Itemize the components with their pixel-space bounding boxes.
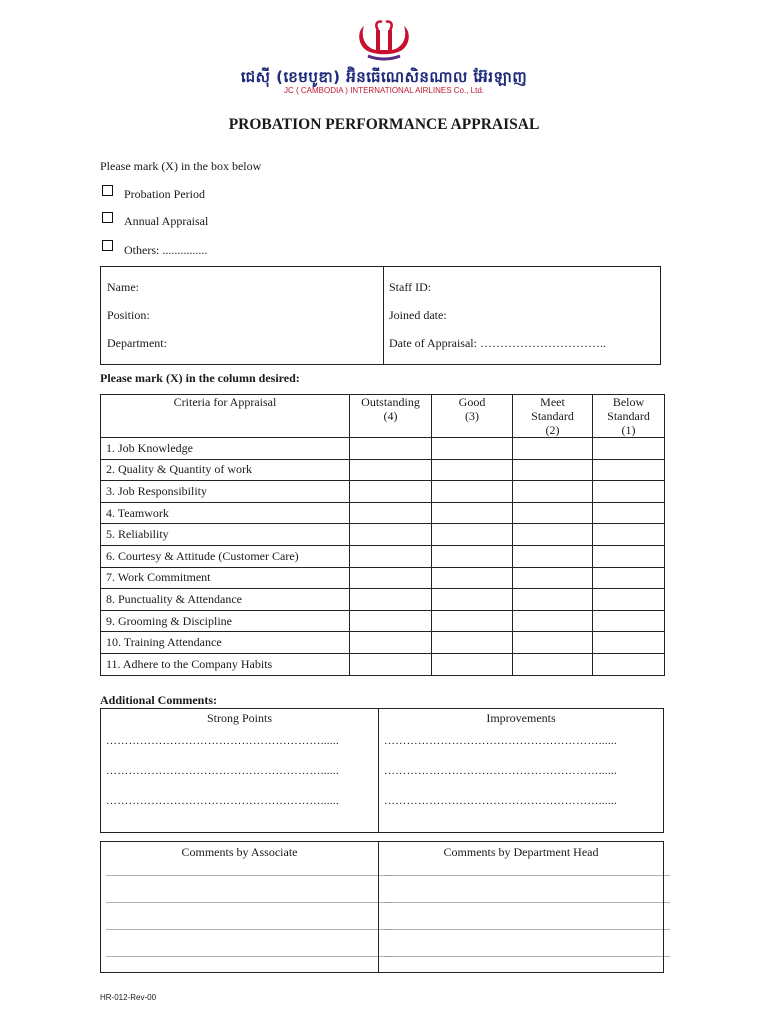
department-head-comment-line: ............................................................................................................................................... xyxy=(384,869,670,878)
criteria-label: 8. Punctuality & Attendance xyxy=(101,589,350,611)
rating-cell-meet[interactable] xyxy=(513,459,593,481)
rating-cell-below[interactable] xyxy=(593,502,665,524)
mark-box-instruction: Please mark (X) in the box below xyxy=(100,159,262,173)
rating-cell-below[interactable] xyxy=(593,524,665,546)
criteria-table xyxy=(100,394,665,676)
rating-cell-good[interactable] xyxy=(432,524,513,546)
company-name-khmer: ជេស៊ី (ខេមបូឌា) អ៊ិនធើណេសិនណាល អ៊ែរឡាញ xyxy=(240,68,528,86)
form-code: HR-012-Rev-00 xyxy=(100,993,157,1002)
rating-cell-outstanding[interactable] xyxy=(350,653,432,675)
date-of-appraisal-field[interactable]: Date of Appraisal: ………………………….. xyxy=(389,336,606,350)
rating-cell-below[interactable] xyxy=(593,567,665,589)
rating-cell-outstanding[interactable] xyxy=(350,632,432,654)
associate-comment-line: ............................................................................................................................................... xyxy=(106,869,392,878)
rating-cell-below[interactable] xyxy=(593,459,665,481)
department-field[interactable]: Department: xyxy=(107,336,167,350)
associate-comment-line: ............................................................................................................................................... xyxy=(106,950,392,959)
rating-cell-meet[interactable] xyxy=(513,545,593,567)
others-checkbox[interactable] xyxy=(102,240,113,251)
table-row xyxy=(101,502,665,524)
rating-cell-meet[interactable] xyxy=(513,438,593,460)
improvements-line: …………………………………………………...... xyxy=(384,735,617,747)
rating-cell-outstanding[interactable] xyxy=(350,481,432,503)
rating-cell-good[interactable] xyxy=(432,438,513,460)
associate-comment-line: ............................................................................................................................................... xyxy=(106,896,392,905)
rating-cell-outstanding[interactable] xyxy=(350,545,432,567)
rating-cell-outstanding[interactable] xyxy=(350,502,432,524)
strong-points-line: …………………………………………………...... xyxy=(106,735,339,747)
position-field[interactable]: Position: xyxy=(107,308,150,322)
page-title: PROBATION PERFORMANCE APPRAISAL xyxy=(228,116,540,133)
rating-cell-below[interactable] xyxy=(593,589,665,611)
strong-points-line: …………………………………………………...... xyxy=(106,765,339,777)
rating-cell-below[interactable] xyxy=(593,545,665,567)
rating-cell-meet[interactable] xyxy=(513,502,593,524)
rating-cell-below[interactable] xyxy=(593,438,665,460)
table-row xyxy=(101,567,665,589)
improvements-line: …………………………………………………...... xyxy=(384,795,617,807)
department-head-comment-line: ............................................................................................................................................... xyxy=(384,896,670,905)
header-meet-standard: Meet Standard (2) xyxy=(513,395,593,438)
header-good: Good (3) xyxy=(432,395,513,438)
rating-cell-outstanding[interactable] xyxy=(350,438,432,460)
rating-cell-below[interactable] xyxy=(593,632,665,654)
rating-cell-good[interactable] xyxy=(432,610,513,632)
rating-cell-outstanding[interactable] xyxy=(350,589,432,611)
others-label: Others: ............... xyxy=(124,243,208,257)
rating-cell-below[interactable] xyxy=(593,610,665,632)
rating-cell-meet[interactable] xyxy=(513,632,593,654)
rating-cell-good[interactable] xyxy=(432,502,513,524)
rating-cell-good[interactable] xyxy=(432,632,513,654)
mark-column-instruction: Please mark (X) in the column desired: xyxy=(100,371,300,385)
staff-id-field[interactable]: Staff ID: xyxy=(389,280,432,294)
rating-cell-meet[interactable] xyxy=(513,524,593,546)
rating-cell-below[interactable] xyxy=(593,481,665,503)
rating-cell-meet[interactable] xyxy=(513,481,593,503)
rating-cell-good[interactable] xyxy=(432,459,513,481)
criteria-label: 5. Reliability xyxy=(101,524,350,546)
rating-cell-outstanding[interactable] xyxy=(350,567,432,589)
criteria-label: 10. Training Attendance xyxy=(101,632,350,654)
criteria-label: 7. Work Commitment xyxy=(101,567,350,589)
table-row xyxy=(101,610,665,632)
header-outstanding: Outstanding (4) xyxy=(350,395,432,438)
rating-cell-good[interactable] xyxy=(432,545,513,567)
department-head-comments-heading: Comments by Department Head xyxy=(443,845,599,859)
table-header-row xyxy=(101,395,665,438)
associate-comments-heading: Comments by Associate xyxy=(181,845,298,859)
associate-comment-line: ............................................................................................................................................... xyxy=(106,923,392,932)
probation-period-checkbox[interactable] xyxy=(102,185,113,196)
airline-logo xyxy=(354,18,414,60)
table-row xyxy=(101,632,665,654)
probation-period-label: Probation Period xyxy=(124,187,205,201)
rating-cell-meet[interactable] xyxy=(513,567,593,589)
rating-cell-good[interactable] xyxy=(432,589,513,611)
criteria-label: 1. Job Knowledge xyxy=(101,438,350,460)
header-criteria: Criteria for Appraisal xyxy=(101,395,350,438)
header-below-standard: Below Standard (1) xyxy=(593,395,665,438)
table-row xyxy=(101,438,665,460)
table-row xyxy=(101,653,665,675)
criteria-label: 2. Quality & Quantity of work xyxy=(101,459,350,481)
rating-cell-outstanding[interactable] xyxy=(350,459,432,481)
department-head-comment-line: ............................................................................................................................................... xyxy=(384,950,670,959)
rating-cell-outstanding[interactable] xyxy=(350,610,432,632)
improvements-heading: Improvements xyxy=(486,711,556,725)
company-name-english: JC ( CAMBODIA ) INTERNATIONAL AIRLINES Co., Ltd. xyxy=(283,86,485,95)
strong-points-line: …………………………………………………...... xyxy=(106,795,339,807)
table-row xyxy=(101,524,665,546)
rating-cell-good[interactable] xyxy=(432,567,513,589)
improvements-line: …………………………………………………...... xyxy=(384,765,617,777)
department-head-comment-line: ............................................................................................................................................... xyxy=(384,923,670,932)
joined-date-field[interactable]: Joined date: xyxy=(389,308,447,322)
annual-appraisal-label: Annual Appraisal xyxy=(124,214,209,228)
criteria-label: 3. Job Responsibility xyxy=(101,481,350,503)
additional-comments-label: Additional Comments: xyxy=(100,693,218,707)
criteria-label: 6. Courtesy & Attitude (Customer Care) xyxy=(101,545,350,567)
rating-cell-good[interactable] xyxy=(432,653,513,675)
criteria-label: 4. Teamwork xyxy=(101,502,350,524)
info-divider xyxy=(383,266,384,365)
strong-points-heading: Strong Points xyxy=(206,711,272,725)
table-row xyxy=(101,545,665,567)
annual-appraisal-checkbox[interactable] xyxy=(102,212,113,223)
table-row xyxy=(101,589,665,611)
rating-cell-below[interactable] xyxy=(593,653,665,675)
criteria-label: 9. Grooming & Discipline xyxy=(101,610,350,632)
rating-cell-meet[interactable] xyxy=(513,610,593,632)
criteria-label: 11. Adhere to the Company Habits xyxy=(101,653,350,675)
name-field[interactable]: Name: xyxy=(107,280,139,294)
rating-cell-meet[interactable] xyxy=(513,653,593,675)
rating-cell-outstanding[interactable] xyxy=(350,524,432,546)
table-row xyxy=(101,459,665,481)
rating-cell-good[interactable] xyxy=(432,481,513,503)
rating-cell-meet[interactable] xyxy=(513,589,593,611)
table-row xyxy=(101,481,665,503)
